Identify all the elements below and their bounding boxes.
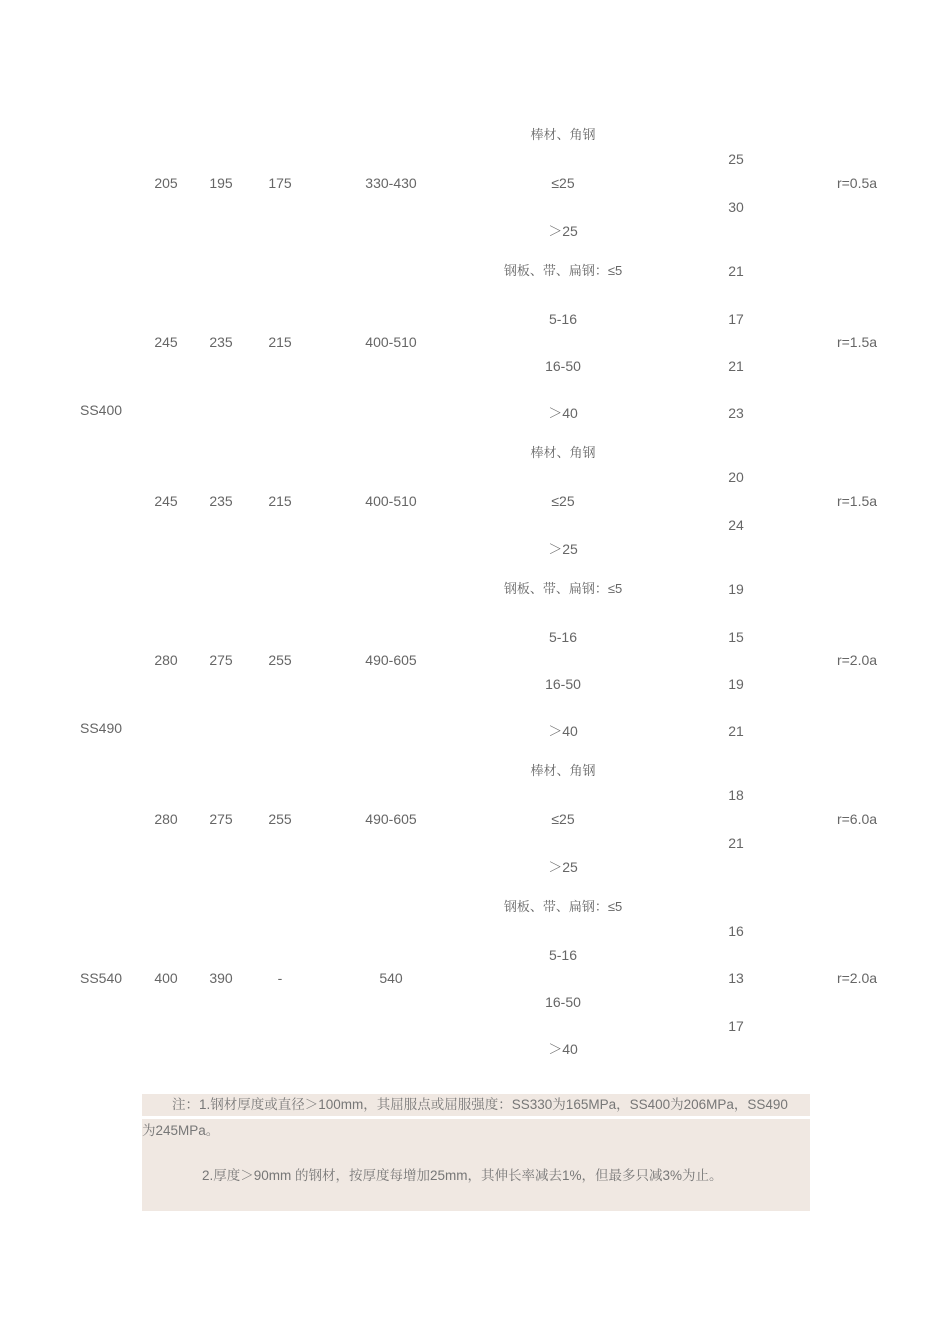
- yield-value: 215: [268, 334, 292, 350]
- form-label: ＞40: [548, 723, 578, 739]
- elongation-value: 16: [728, 923, 744, 939]
- form-label: 棒材、角钢: [530, 763, 596, 778]
- form-label: 钢板、带、扁钢：≤5: [503, 263, 623, 278]
- elongation-value: 17: [728, 1018, 744, 1034]
- yield-value: 175: [268, 175, 292, 191]
- yield-value: 205: [154, 175, 178, 191]
- yield-value: 390: [209, 970, 233, 986]
- note-line-2: 2.厚度＞90mm 的钢材，按厚度每增加25mm，其伸长率减去1%，但最多只减3%为止。: [202, 1168, 723, 1183]
- form-label: ＞25: [548, 859, 578, 875]
- form-label: ＞25: [548, 541, 578, 557]
- elongation-value: 21: [728, 263, 744, 279]
- yield-value: 245: [154, 334, 178, 350]
- note-line-1: 注：1.钢材厚度或直径＞100mm，其屈服点或屈服强度：SS330为165MPa，SS400为206MPa，SS490: [142, 1094, 810, 1116]
- bend-radius: r=1.5a: [836, 493, 878, 509]
- form-label: 5-16: [548, 947, 578, 963]
- form-label: 16-50: [545, 994, 581, 1010]
- form-label: 5-16: [548, 629, 578, 645]
- yield-value: 255: [268, 652, 292, 668]
- form-label: 棒材、角钢: [530, 127, 596, 142]
- elongation-value: 21: [728, 358, 744, 374]
- bend-radius: r=2.0a: [836, 970, 878, 986]
- elongation-value: 20: [728, 469, 744, 485]
- form-label: 钢板、带、扁钢：≤5: [503, 899, 623, 914]
- yield-value: 275: [209, 811, 233, 827]
- yield-value: 235: [209, 493, 233, 509]
- bend-radius: r=6.0a: [836, 811, 878, 827]
- elongation-value: 24: [728, 517, 744, 533]
- bend-radius: r=0.5a: [836, 175, 878, 191]
- elongation-value: 25: [728, 151, 744, 167]
- form-label: ＞40: [548, 1041, 578, 1057]
- tensile-value: 400-510: [365, 334, 417, 350]
- yield-value: 280: [154, 811, 178, 827]
- form-label: 钢板、带、扁钢：≤5: [503, 581, 623, 596]
- yield-value: -: [277, 970, 283, 986]
- grade-ss540: SS540: [80, 970, 123, 986]
- elongation-value: 13: [728, 970, 744, 986]
- tensile-value: 540: [379, 970, 403, 986]
- form-label: 16-50: [545, 676, 581, 692]
- tensile-value: 330-430: [365, 175, 417, 191]
- form-label: 5-16: [548, 311, 578, 327]
- yield-value: 215: [268, 493, 292, 509]
- bend-radius: r=1.5a: [836, 334, 878, 350]
- tensile-value: 490-605: [365, 652, 417, 668]
- elongation-value: 21: [728, 835, 744, 851]
- tensile-value: 490-605: [365, 811, 417, 827]
- yield-value: 275: [209, 652, 233, 668]
- yield-value: 235: [209, 334, 233, 350]
- note-line-1-cont: 为245MPa。: [142, 1123, 220, 1138]
- bend-radius: r=2.0a: [836, 652, 878, 668]
- form-label: 棒材、角钢: [530, 445, 596, 460]
- grade-ss400: SS400: [80, 402, 123, 418]
- yield-value: 255: [268, 811, 292, 827]
- form-label: ≤25: [551, 811, 575, 827]
- elongation-value: 30: [728, 199, 744, 215]
- form-label: ≤25: [551, 493, 575, 509]
- elongation-value: 23: [728, 405, 744, 421]
- elongation-value: 21: [728, 723, 744, 739]
- form-label: ＞25: [548, 223, 578, 239]
- form-label: 16-50: [545, 358, 581, 374]
- elongation-value: 19: [728, 676, 744, 692]
- note-block: [142, 1119, 810, 1211]
- yield-value: 245: [154, 493, 178, 509]
- elongation-value: 19: [728, 581, 744, 597]
- elongation-value: 15: [728, 629, 744, 645]
- yield-value: 195: [209, 175, 233, 191]
- yield-value: 400: [154, 970, 178, 986]
- yield-value: 280: [154, 652, 178, 668]
- elongation-value: 18: [728, 787, 744, 803]
- grade-ss490: SS490: [80, 720, 123, 736]
- form-label: ＞40: [548, 405, 578, 421]
- form-label: ≤25: [551, 175, 575, 191]
- tensile-value: 400-510: [365, 493, 417, 509]
- elongation-value: 17: [728, 311, 744, 327]
